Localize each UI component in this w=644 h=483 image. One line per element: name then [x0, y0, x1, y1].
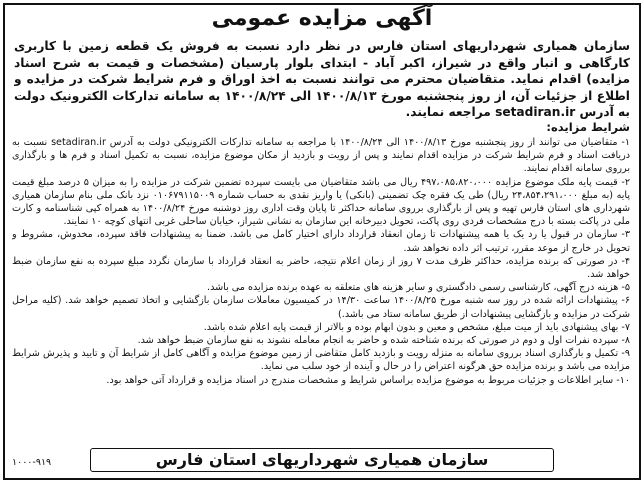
reference-code: ۱۰۰۰-۹۱۹ — [12, 457, 52, 468]
condition-item: ۱۰- سایر اطلاعات و جزئیات مربوط به موضوع مزایده براساس شرایط و مشخصات مندرج در اسناد مزایده و قرارداد آتی خواهد بود. — [106, 374, 630, 386]
condition-item: ۷- بهای پیشنهادی باید از میت مبلغ، مشخص و معین و بدون ابهام بوده و بالاتر از قیمت پایه اعلام شده باشد. — [203, 321, 630, 333]
conditions-list — [12, 136, 630, 444]
conditions-heading: شرایط مزایده: — [546, 120, 630, 134]
condition-item: ۱- متقاضیان می توانند از روز پنجشنبه مورخ ۱۴۰۰/۸/۱۳ الی ۱۴۰۰/۸/۲۴ با مراجعه به سامانه تدارکات الکترونیکی دولت به آدرس setadiran.ir نسبت به دریافت اسناد و فرم شرایط شرکت در مزایده اقدام نمایند و پس از رویت و بازدید از مکان موضوع مزایده، نسبت به تکمیل اسناد و فرم ها و بارگذاری برروی سامانه اقدام نمایند. — [12, 137, 630, 175]
condition-item: ۹- تکمیل و بارگذاری اسناد برروی سامانه به منزله رویت و بازدید کامل متقاضی از زمین موضوع مزایده و آگاهی کامل از شرایط آن و تایید و پذیرش شرایط مزایده می باشد و برنده مزایده حق هرگونه اعتراض را در حال و آینده از خود سلب می نماید. — [12, 348, 630, 373]
condition-item: ۸- سپرده نفرات اول و دوم در صورتی که برنده شناخته شده و حاضر به انجام معامله نشوند به نفع سازمان ضبط خواهد شد. — [137, 335, 630, 347]
condition-item: ۲- قیمت پایه ملک موضوع مزایده ۴۹۷،۰۸۵،۸۲۰،۰۰۰ ریال می باشد متقاضیان می بایست سپرده تضمین شرکت در مزایده را به میزان ۵ درصد مبلغ قیمت پایه (به مبلغ ۲۴،۸۵۴،۲۹۱،۰۰۰ ریال) طی یک فقره چک تضمینی (بانکی) یا واریز نقدی به حساب شماره ۰۱۰۶۷۹۱۱۵۰۰۹ نزد بانک ملی بنام سازمان همیاری شهرداری های استان فارس تهیه و پس از بارگذاری برروی سامانه حداکثر تا پایان وقت اداری روز دوشنبه مورخ ۱۴۰۰/۸/۲۴ به همراه کپی شناسنامه و کارت ملی در پاکت بسته با درج مشخصات فردی روی پاکت، تحویل دبیرخانه این سازمان به نشانی شیراز، خیابان ساحلی غربی انتهای کوچه ۱۰ نمایند. — [12, 176, 630, 228]
notice-intro-paragraph: سازمان همیاری شهرداریهای استان فارس در نظر دارد نسبت به فروش یک قطعه زمین با کاربری کارگاهی و انبار واقع در شیراز، اکبر آباد - ابتدای بلوار پارسیان (مشخصات و قیمت به شرح اسناد مزایده) اقدام نماید. متقاضیان محترم می توانند نسبت به اخذ اوراق و فرم شرایط شرکت در مزایده و اطلاع از جزئیات آن، از روز پنجشنبه مورخ ۱۴۰۰/۸/۱۳ الی ۱۴۰۰/۸/۲۴ به سامانه تدارکات الکترونیک دولت به آدرس setadiran.ir مراجعه نمایند. — [14, 39, 630, 119]
condition-item: ۴- در صورتی که برنده مزایده، حداکثر ظرف مدت ۷ روز از زمان اعلام نتیجه، حاضر به انعقاد قرارداد با سازمان نگردد مبلغ سپرده به نفع سازمان ضبط خواهد شد. — [12, 255, 630, 281]
issuer-signature-box: سازمان همیاری شهرداریهای استان فارس — [90, 448, 554, 472]
condition-item: ۵- هزینه درج آگهی، کارشناسی رسمی دادگستری و سایر هزینه های متعلقه به عهده برنده مزایده می باشد. — [207, 282, 630, 294]
condition-item: ۳- سازمان در قبول یا رد یک یا همه پیشنهادات تا زمان انعقاد قرارداد دارای اختیار کامل می باشد. ضمنا به پیشنهادات فاقد سپرده، مخدوش، مشروط و تحویل در خارج از موعد مقرر، ترتیب اثر داده نخواهد شد. — [12, 229, 630, 254]
notice-title: آگهی مزایده عمومی — [211, 6, 433, 31]
condition-item: ۶- پیشنهادات ارائه شده در روز سه شنبه مورخ ۱۴۰۰/۸/۲۵ ساعت ۱۴/۳۰ در کمیسیون معاملات سازمان بازگشایی و اتخاذ تصمیم خواهد شد. (کلیه مراحل شرکت در مزایده و بازگشایی پیشنهادات از طریق سامانه ستاد می باشد.) — [12, 295, 630, 320]
